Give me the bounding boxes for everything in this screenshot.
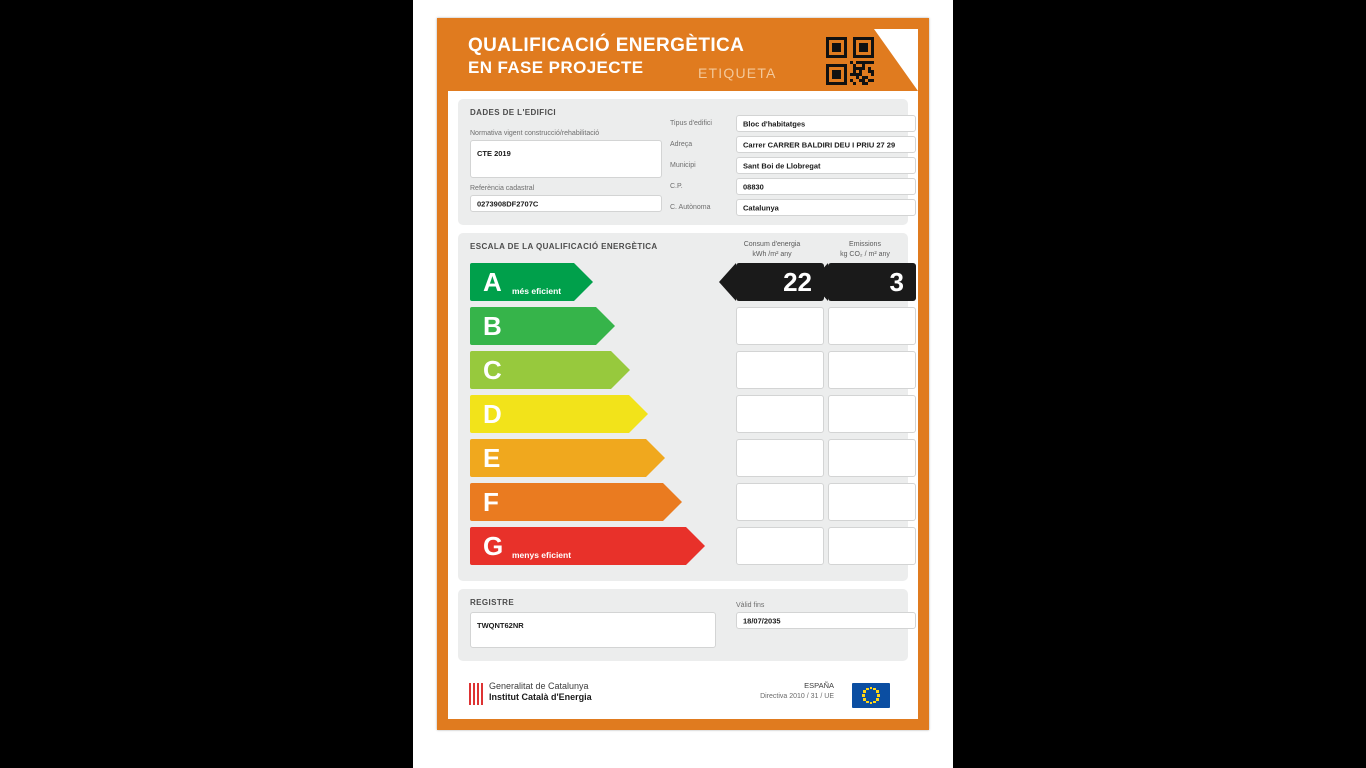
scale-row — [470, 307, 916, 345]
field-cp[interactable] — [736, 178, 916, 195]
value-registry-code: TWQNT62NR — [477, 621, 524, 630]
country-block — [760, 681, 834, 700]
certificate-title-line2: EN FASE PROJECTE — [468, 58, 644, 77]
energy-cell-e — [736, 439, 824, 477]
band-arrow-icon — [611, 351, 630, 389]
column-header-emissions-unit: kg CO₂ / m² any — [840, 251, 890, 258]
certificate-inner — [448, 29, 918, 719]
value-referencia-cadastral: 0273908DF2707C — [477, 199, 539, 208]
registry-title: REGISTRE — [470, 598, 515, 607]
field-normativa[interactable] — [470, 140, 662, 178]
emissions-cell-d — [828, 395, 916, 433]
emissions-value-tag — [828, 263, 916, 301]
field-registry-code[interactable] — [470, 612, 716, 648]
column-header-energy-title: Consum d'energia — [743, 241, 801, 248]
energy-value: 22 — [783, 267, 812, 297]
column-header-emissions-title: Emissions — [849, 241, 881, 248]
band-arrow-icon — [629, 395, 648, 433]
energy-band-e — [470, 439, 646, 477]
certificate-footer — [458, 679, 908, 713]
field-adreca[interactable] — [736, 136, 916, 153]
energy-band-d — [470, 395, 629, 433]
energy-cell-f — [736, 483, 824, 521]
band-letter: F — [483, 487, 499, 517]
band-arrow-icon — [646, 439, 665, 477]
label-municipi: Municipi — [670, 162, 696, 169]
energy-band-b — [470, 307, 596, 345]
label-tipus-edifici: Tipus d'edifici — [670, 120, 712, 127]
etiqueta-badge: ETIQUETA — [698, 65, 777, 81]
scale-row — [470, 483, 916, 521]
qr-code-icon — [826, 37, 874, 85]
band-letter: B — [483, 311, 502, 341]
scale-row — [470, 351, 916, 389]
label-valid-fins: Vàlid fins — [736, 602, 765, 609]
band-most-efficient-label: més eficient — [512, 286, 562, 296]
value-tag-point-icon — [811, 263, 828, 301]
band-letter: G — [483, 531, 504, 561]
value-comunitat-autonoma: Catalunya — [743, 203, 779, 212]
header-corner-cut — [874, 29, 918, 91]
field-comunitat-autonoma[interactable] — [736, 199, 916, 216]
field-valid-fins[interactable] — [736, 612, 916, 629]
emissions-value: 3 — [889, 267, 904, 297]
certificate-header — [448, 29, 918, 91]
certificate-title-line1: QUALIFICACIÓ ENERGÈTICA — [468, 35, 745, 56]
scale-row — [470, 527, 916, 565]
field-referencia-cadastral[interactable] — [470, 195, 662, 212]
column-header-energy — [736, 240, 808, 260]
emissions-cell-e — [828, 439, 916, 477]
column-header-energy-unit: kWh /m² any — [752, 251, 792, 258]
energy-band-f — [470, 483, 663, 521]
eu-flag-icon — [852, 683, 890, 708]
value-normativa: CTE 2019 — [477, 149, 511, 158]
generalitat-name: Generalitat de Catalunya — [489, 681, 589, 691]
band-letter: A — [483, 267, 502, 297]
band-least-efficient-label: menys eficient — [512, 550, 572, 560]
directive-label: Directiva 2010 / 31 / UE — [760, 693, 834, 700]
energy-certificate-label — [437, 18, 929, 730]
energy-band-a — [470, 263, 574, 301]
value-adreca: Carrer CARRER BALDIRI DEU I PRIU 27 29 — [743, 140, 896, 149]
energy-scale-title: ESCALA DE LA QUALIFICACIÓ ENERGÈTICA — [470, 242, 658, 251]
column-header-emissions — [827, 240, 903, 260]
scale-row — [470, 395, 916, 433]
label-normativa: Normativa vigent construcció/rehabilitació — [470, 130, 600, 137]
building-data-section — [458, 99, 908, 225]
field-municipi[interactable] — [736, 157, 916, 174]
document-page — [413, 0, 953, 768]
label-adreca: Adreça — [670, 141, 693, 148]
band-arrow-icon — [686, 527, 705, 565]
emissions-cell-f — [828, 483, 916, 521]
band-arrow-icon — [596, 307, 615, 345]
value-valid-fins: 18/07/2035 — [743, 616, 781, 625]
emissions-cell-c — [828, 351, 916, 389]
scale-row — [470, 439, 916, 477]
energy-cell-g — [736, 527, 824, 565]
label-cp: C.P. — [670, 183, 683, 190]
registry-section — [458, 589, 908, 661]
value-tag-point-icon — [719, 263, 736, 301]
country-label: ESPAÑA — [804, 681, 834, 690]
energy-band-g — [470, 527, 686, 565]
scale-row — [470, 263, 916, 301]
band-letter: E — [483, 443, 501, 473]
field-tipus-edifici[interactable] — [736, 115, 916, 132]
value-cp: 08830 — [743, 182, 764, 191]
generalitat-logo-icon — [466, 683, 484, 705]
energy-cell-c — [736, 351, 824, 389]
energy-cell-d — [736, 395, 824, 433]
building-data-title: DADES DE L'EDIFICI — [470, 108, 556, 117]
label-comunitat-autonoma: C. Autònoma — [670, 204, 711, 211]
institut-name: Institut Català d'Energia — [489, 692, 592, 702]
energy-band-c — [470, 351, 611, 389]
energy-cell-b — [736, 307, 824, 345]
label-referencia-cadastral: Referència cadastral — [470, 185, 535, 192]
band-arrow-icon — [574, 263, 593, 301]
energy-scale-section — [458, 233, 908, 581]
emissions-cell-g — [828, 527, 916, 565]
band-letter: C — [483, 355, 502, 385]
value-municipi: Sant Boi de Llobregat — [743, 161, 821, 170]
emissions-cell-b — [828, 307, 916, 345]
value-tipus-edifici: Bloc d'habitatges — [743, 119, 806, 128]
band-letter: D — [483, 399, 502, 429]
band-arrow-icon — [663, 483, 682, 521]
